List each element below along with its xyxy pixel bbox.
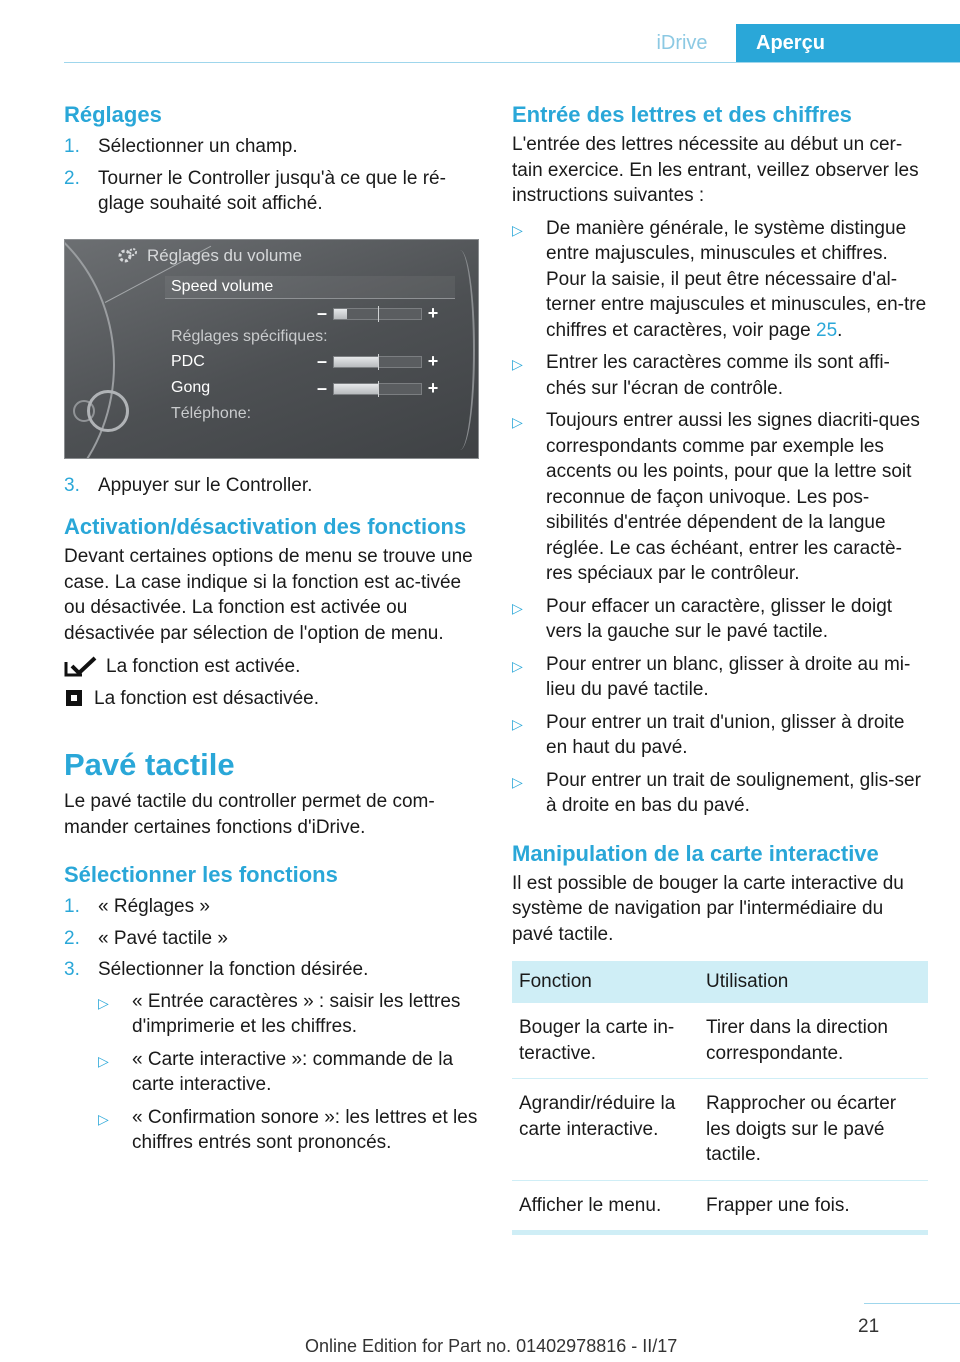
pave-heading: Pavé tactile <box>64 747 235 782</box>
edition-text: Online Edition for Part no. 01402978816 - II/17 <box>305 1336 678 1356</box>
slider-fill <box>334 309 347 319</box>
gong-label: Gong <box>171 378 211 396</box>
list-item: ▷ De manière générale, le système distingue entre majuscules, minuscules et chiffres. Pour la saisie, il peut être nécessaire d'al‐terner entre majuscules et minuscules, en‐tre chiffres et caractères, voir page 25. <box>512 216 928 344</box>
footer-rule <box>864 1303 960 1304</box>
triangle-bullet-icon: ▷ <box>512 773 523 790</box>
list-item: ▷ « Carte interactive »: commande de la carte interactive. <box>98 1047 480 1098</box>
telephone-label: Téléphone: <box>171 404 252 422</box>
page-link[interactable]: 25 <box>816 319 838 341</box>
left-column <box>64 100 480 1156</box>
reglages-steps <box>64 134 480 217</box>
checkbox-checked-icon <box>64 656 100 678</box>
triangle-bullet-icon: ▷ <box>512 715 523 732</box>
speed-volume-row: Speed volume <box>165 276 455 299</box>
list-item: ▷ Entrer les caractères comme ils sont affi‐chés sur l'écran de contrôle. <box>512 350 928 401</box>
select-heading: Sélectionner les fonctions <box>64 862 338 887</box>
entree-bullets <box>512 216 928 819</box>
legend-deactivated: La fonction est désactivée. <box>64 686 480 712</box>
table-cell: Agrandir/réduire la carte interactive. <box>519 1093 676 1140</box>
pave-text: Le pavé tactile du controller permet de com‐mander certaines fonctions d'iDrive. <box>64 791 435 838</box>
reglages-heading: Réglages <box>64 102 162 127</box>
carte-heading: Manipulation de la carte interactive <box>512 840 879 866</box>
header-rule <box>64 62 960 63</box>
list-item: ▷ Pour entrer un trait de soulignement, glis‐ser à droite en bas du pavé. <box>512 768 928 819</box>
right-column <box>512 100 928 1235</box>
table-cell: Rapprocher ou écarter les doigts sur le pavé tactile. <box>706 1093 897 1165</box>
specific-settings-label: Réglages spécifiques: <box>171 327 328 345</box>
triangle-bullet-icon: ▷ <box>98 1110 109 1127</box>
entree-text: L'entrée des lettres nécessite au début un cer‐tain exercice. En les entrant, veillez observer les instructions suivantes : <box>512 134 919 206</box>
table-cell: Bouger la carte in‐teractive. <box>519 1017 675 1064</box>
table-row <box>512 1181 928 1231</box>
triangle-bullet-icon: ▷ <box>512 599 523 616</box>
table-cell: Tirer dans la direction correspondante. <box>706 1017 888 1064</box>
list-item: ▷ Pour entrer un blanc, glisser à droite au mi‐lieu du pavé tactile. <box>512 652 928 703</box>
table-header-cell: Fonction <box>519 971 592 993</box>
activation-text: Devant certaines options de menu se trouve une case. La case indique si la fonction est ac‐tivée ou désactivée. La fonction est activée ou désactivée par sélection de l'option de menu. <box>64 546 473 644</box>
triangle-bullet-icon: ▷ <box>512 356 523 372</box>
slider-fill <box>334 384 378 394</box>
carte-text: Il est possible de bouger la carte interactive du système de navigation par l'intermédiaire du pavé tactile. <box>512 872 904 945</box>
controller-knob-icon <box>87 390 129 432</box>
table-header <box>512 961 928 1003</box>
triangle-bullet-icon: ▷ <box>98 1052 109 1069</box>
triangle-bullet-icon: ▷ <box>98 994 109 1011</box>
list-item: ▷ Pour effacer un caractère, glisser le doigt vers la gauche sur le pavé tactile. <box>512 594 928 645</box>
triangle-bullet-icon: ▷ <box>512 221 523 238</box>
list-item: ▷ Toujours entrer aussi les signes diacriti‐ques correspondants comme par exemple les accents ou les points, pour que la lettre soit reconnue de façon univoque. Les pos‐sibilités d'entrée dépendent de la langue réglée. Le cas échéant, entrer les caractè‐res spéciaux par le contrôleur. <box>512 408 928 587</box>
list-item: 3. Sélectionner la fonction désirée. <box>64 959 369 980</box>
list-item: 1. « Réglages » <box>64 896 210 917</box>
slider-fill <box>334 357 378 367</box>
list-item: ▷ Pour entrer un trait d'union, glisser à droite en haut du pavé. <box>512 710 928 761</box>
settings-gear-icon <box>117 246 139 266</box>
gong-slider: – + <box>316 378 439 398</box>
speed-volume-slider: – + <box>316 303 439 323</box>
volume-settings-screenshot <box>64 239 479 459</box>
table-header-cell: Utilisation <box>706 971 789 993</box>
list-item: ▷ « Confirmation sonore »: les lettres et les chiffres entrés sont prononcés. <box>98 1105 480 1156</box>
select-sub-list <box>64 989 480 1156</box>
list-item: ▷ « Entrée caractères » : saisir les lettres d'imprimerie et les chiffres. <box>98 989 480 1040</box>
triangle-bullet-icon: ▷ <box>512 657 523 674</box>
table-row <box>512 1079 928 1181</box>
table-cell: Frapper une fois. <box>706 1194 850 1216</box>
legend-activated: La fonction est activée. <box>64 654 480 680</box>
list-item: 3. Appuyer sur le Controller. <box>64 474 313 496</box>
page-number: 21 <box>858 1316 880 1337</box>
carte-table <box>512 961 928 1235</box>
pdc-slider: – + <box>316 351 439 371</box>
entree-heading: Entrée des lettres et des chiffres <box>512 102 852 127</box>
activation-heading: Activation/désactivation des fonctions <box>64 514 467 539</box>
list-item: 1. Sélectionner un champ. <box>64 136 298 157</box>
list-item: 2. « Pavé tactile » <box>64 927 228 949</box>
screen-title: Réglages du volume <box>117 246 302 266</box>
header-tab: Aperçu <box>736 24 960 62</box>
header-section: iDrive <box>656 31 708 54</box>
select-steps <box>64 894 480 983</box>
triangle-bullet-icon: ▷ <box>512 414 523 430</box>
checkbox-empty-icon <box>64 688 84 708</box>
list-item: 2. Tourner le Controller jusqu'à ce que le ré‐glage souhaité soit affiché. <box>64 167 446 214</box>
table-cell: Afficher le menu. <box>519 1194 662 1216</box>
pdc-label: PDC <box>171 352 205 370</box>
table-row <box>512 1003 928 1079</box>
